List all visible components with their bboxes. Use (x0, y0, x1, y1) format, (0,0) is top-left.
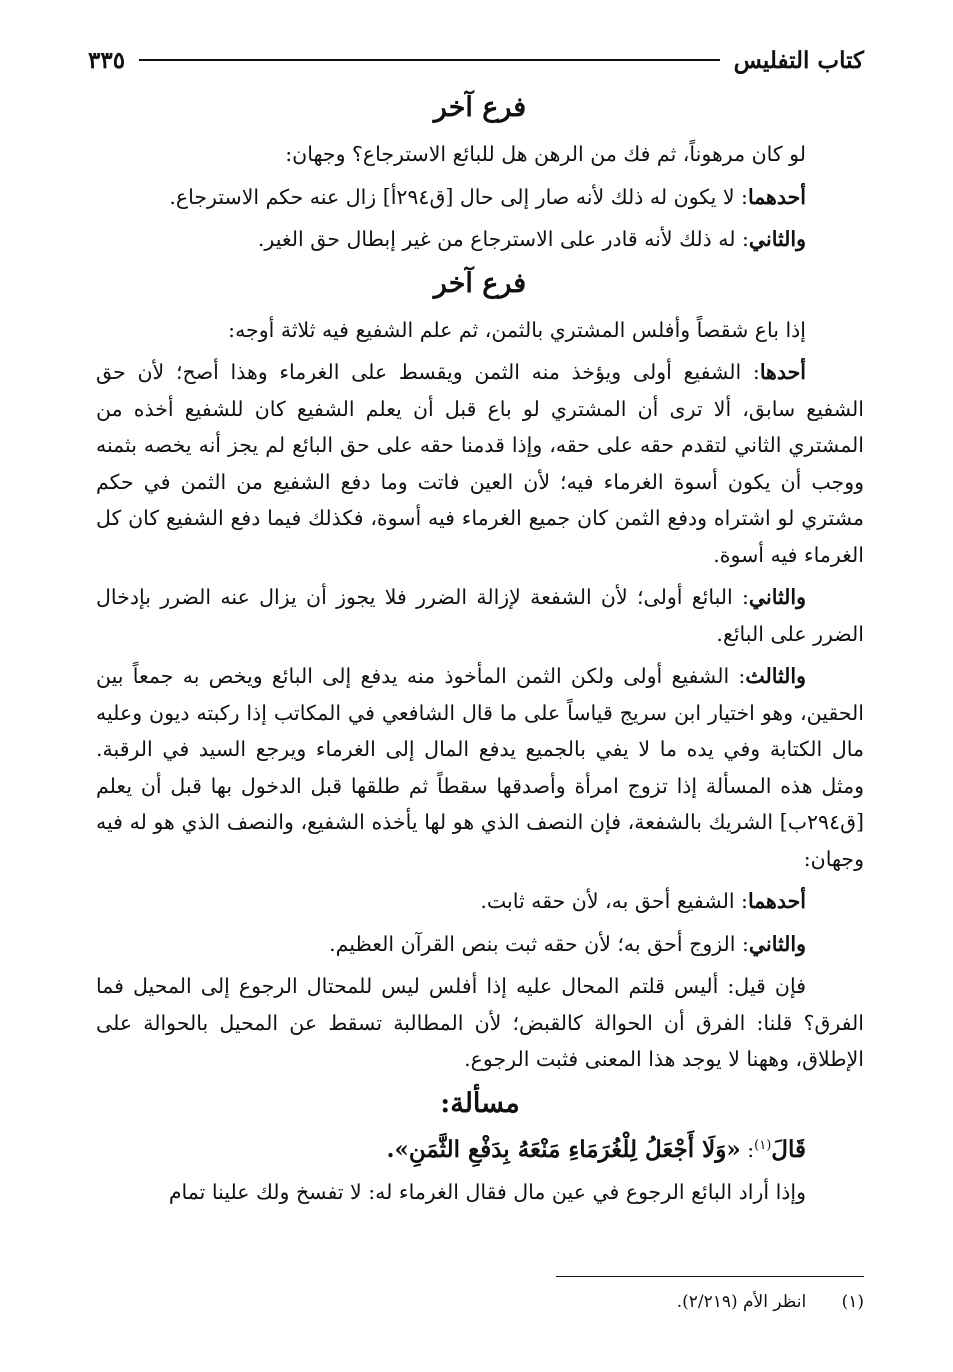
paragraph: فإن قيل: أليس قلتم المحال عليه إذا أفلس ليس للمحتال الرجوع إلى المحيل فما الفرق؟ قلنا: الفرق أن الحوالة كالقبض؛ لأن المطالبة تسقط عن المحيل بالحوالة على الإطلاق، وههنا لا يوجد هذا المعنى فثبت الرجوع. (96, 974, 864, 1071)
footnote-rule (556, 1276, 864, 1277)
body-text (96, 86, 864, 1217)
running-header (88, 40, 864, 80)
opinion-label: والثالث (745, 664, 806, 688)
opinion-label: أحدهما (747, 184, 806, 209)
paragraph: لو كان مرهوناً، ثم فك من الرهن هل للبائع الاسترجاع؟ وجهان: (285, 142, 806, 166)
opinion-label: والثاني (748, 931, 806, 956)
page-number: ٣٣٥ (88, 46, 126, 74)
footnote-number: (١) (841, 1292, 864, 1312)
footnote (96, 1288, 864, 1316)
section-heading: فرع آخر (433, 267, 527, 299)
opinion-label: والثاني (748, 585, 806, 609)
opinion-label: أحدها (759, 360, 806, 384)
paragraph: وإذا أراد البائع الرجوع في عين مال فقال الغرماء له: لا تفسخ ولك علينا تمام (168, 1180, 806, 1204)
footnote-reference[interactable]: (١) (754, 1137, 772, 1153)
quoted-text: «وَلَا أَجْعَلُ لِلْغُرَمَاءِ مَنْعَهُ بِدَفْعِ الثَّمَنِ». (386, 1135, 741, 1163)
qal-word: قَالَ (771, 1135, 806, 1163)
header-rule (139, 59, 720, 61)
footnote-text: انظر الأم (٢/٢١٩). (676, 1292, 807, 1312)
paragraph: أحدهما: الشفيع أحق به، لأن حقه ثابت. (480, 889, 806, 913)
paragraph: أحدها: الشفيع أولى ويؤخذ منه الثمن ويقسط على الغرماء وهذا أصح؛ لأن حق الشفيع سابق، ألا ترى أن المشتري لو باع قبل أن يعلم الشفيع كان للشفيع أخذه من المشتري الثاني لتقدم حقه على حقه، وإذا قدمنا حقه على حق البائع لم يجز أنه يخصه بثمنه ووجب أن يكون أسوة الغرماء فيه؛ لأن العين فاتت وما دفع الشفيع من الثمن في حكم مشتري لو اشتراه ودفع الثمن كان جميع الغرماء فيه أسوة، فكذلك فيما دفع الشفيع كان كل الغرماء فيه أسوة. (96, 360, 864, 567)
paragraph: أحدهما: لا يكون له ذلك لأنه صار إلى حال [ق٢٩٤أ] زال عنه حكم الاسترجاع. (169, 184, 806, 209)
paragraph: والثاني: الزوج أحق به؛ لأن حقه ثبت بنص القرآن العظيم. (329, 931, 806, 956)
section-heading: فرع آخر (433, 92, 527, 123)
paragraph: والثاني: له ذلك لأنه قادر على الاسترجاع من غير إبطال حق الغير. (257, 227, 806, 251)
opinion-label: أحدهما (747, 889, 806, 913)
section-heading: مسألة: (440, 1087, 520, 1119)
opinion-label: والثاني (748, 227, 806, 251)
book-title: كتاب التفليس (733, 46, 864, 74)
paragraph: والثاني: البائع أولى؛ لأن الشفعة لإزالة الضرر فلا يجوز أن يزال عنه الضرر بإدخال الضرر على البائع. (96, 585, 864, 646)
paragraph: إذا باع شقصاً وأفلس المشتري بالثمن، ثم علم الشفيع فيه ثلاثة أوجه: (228, 317, 806, 342)
paragraph: والثالث: الشفيع أولى ولكن الثمن المأخوذ منه يدفع إلى البائع ويخص به جمعاً بين الحقين، وهو اختيار ابن سريج قياساً على ما قال الشافعي في المكاتب إذا ركبته ديون وعليه مال الكتابة وفي يده ما لا يفي بالجميع يدفع المال إلى الغرماء ويرجع السيد في الرقبة. ومثل هذه المسألة إذا تزوج امرأة وأصدقها سقطاً ثم طلقها قبل الدخول بها قبل أن يعلم [ق٢٩٤ب] الشريك بالشفعة، فإن النصف الذي هو لها يأخذه الشفيع، والنصف الذي هو له فيه وجهان: (96, 664, 864, 871)
paragraph: قَالَ$^{(١)}$: «وَلَا أَجْعَلُ لِلْغُرَمَاءِ مَنْعَهُ بِدَفْعِ الثَّمَنِ». (386, 1135, 806, 1163)
